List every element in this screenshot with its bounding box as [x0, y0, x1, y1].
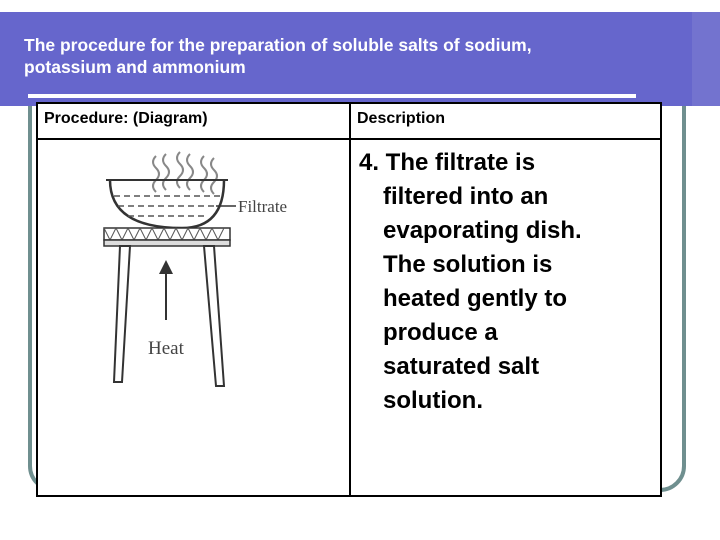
description-line: saturated salt	[383, 353, 540, 380]
table-row	[37, 139, 661, 496]
header-description-label: Description	[357, 110, 446, 127]
table-header-row	[37, 103, 661, 139]
procedure-table	[36, 102, 662, 497]
description-cell	[350, 139, 661, 496]
header-cell-diagram	[37, 103, 350, 139]
description-line: 4. The filtrate is	[359, 149, 536, 176]
diagram-cell	[37, 139, 350, 496]
steam-icon	[153, 152, 217, 194]
header-diagram-label: Procedure: (Diagram)	[44, 110, 208, 127]
evaporation-diagram	[38, 140, 349, 490]
description-line: solution.	[383, 387, 483, 414]
wire-gauze-icon	[104, 228, 230, 240]
filtrate-label: Filtrate	[238, 197, 288, 216]
evaporating-dish-icon	[106, 180, 228, 228]
slide-title	[24, 34, 664, 78]
header-cell-description	[350, 103, 661, 139]
description-line: evaporating dish.	[383, 217, 582, 244]
slide-title-line-1: The procedure for the preparation of soluble salts of sodium,	[24, 35, 532, 55]
description-text	[351, 140, 660, 418]
heat-label: Heat	[148, 338, 184, 359]
title-bar-corner	[692, 12, 720, 106]
description-line: produce a	[383, 319, 498, 346]
slide-title-line-2: potassium and ammonium	[24, 57, 246, 77]
heat-arrow-icon	[159, 260, 173, 320]
description-line: filtered into an	[383, 183, 549, 210]
description-line: heated gently to	[383, 285, 568, 312]
description-line: The solution is	[383, 251, 553, 278]
title-underline	[28, 94, 636, 98]
